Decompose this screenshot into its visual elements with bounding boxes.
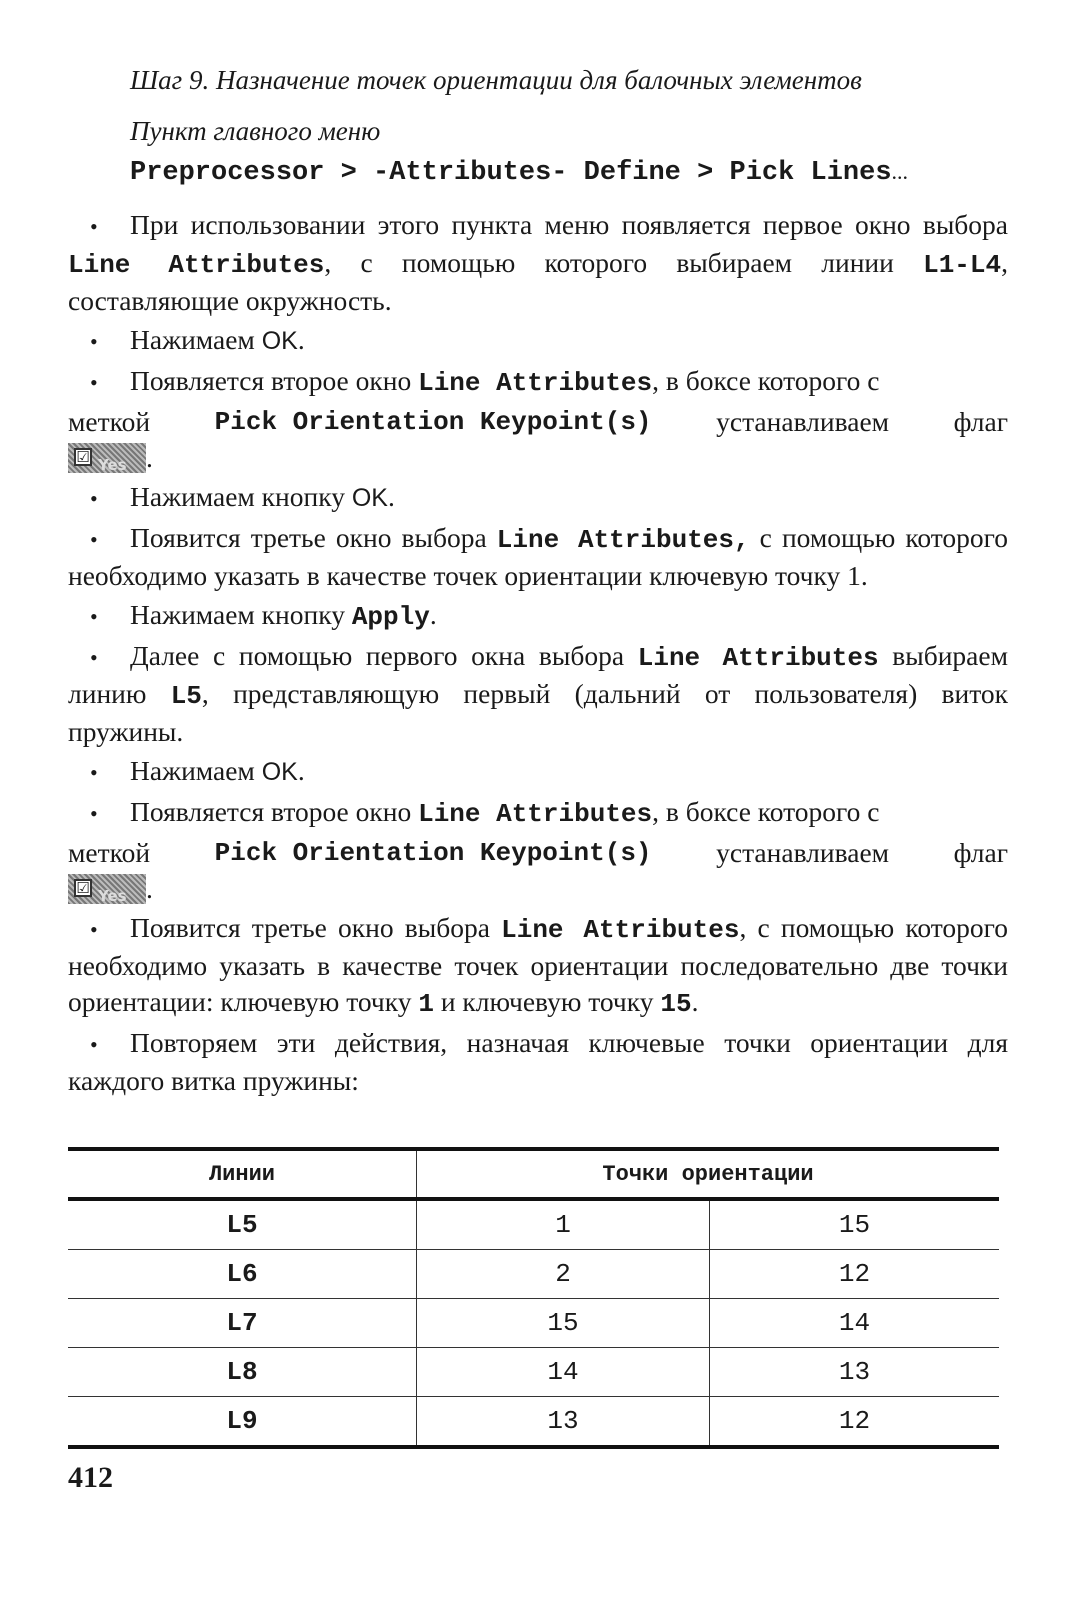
menu-caption: Пункт главного меню	[130, 116, 381, 146]
text: флаг	[953, 837, 1008, 868]
paragraph-8	[68, 753, 1008, 791]
cell-point-2: 12	[710, 1397, 1000, 1448]
ok-label: OK	[261, 758, 298, 786]
table-row	[68, 1348, 999, 1397]
paragraph-3-line3	[68, 440, 1008, 476]
text: Нажимаем кнопку	[130, 481, 352, 512]
ok-label: OK	[261, 327, 298, 355]
paragraph-11	[68, 1025, 1008, 1099]
text: с помощью которого необходимо указать в качестве точек ориентации ключевую точку 1.	[68, 522, 1008, 591]
paragraph-6	[68, 597, 1008, 635]
text: меткой	[68, 406, 151, 437]
text: .	[146, 442, 153, 473]
mono-text: Apply	[351, 602, 430, 632]
text: .	[297, 755, 305, 786]
menu-path-ellipsis: ...	[891, 159, 909, 184]
checkbox-icon: ☑	[74, 879, 92, 897]
cell-point-2: 15	[710, 1199, 1000, 1250]
paragraph-10	[68, 910, 1008, 1022]
mono-text: 15	[660, 989, 692, 1019]
paragraph-3	[68, 363, 1008, 401]
text: Появится третье окно выбора	[130, 522, 497, 553]
cell-line: L7	[68, 1299, 417, 1348]
text: .	[146, 873, 153, 904]
text: Далее с помощью первого окна выбора	[130, 640, 638, 671]
text: .	[297, 324, 305, 355]
cell-point-2: 14	[710, 1299, 1000, 1348]
document-page	[68, 48, 1008, 1102]
text: , в боксе которого с	[652, 365, 880, 396]
menu-path-text: Preprocessor > -Attributes- Define > Pick Lines	[130, 158, 892, 188]
text: и ключевую точку	[433, 986, 661, 1017]
text: Повторяем эти действия, назначая ключевые точки ориентации для каждого витка пружины:	[68, 1027, 1008, 1096]
mono-text: Pick Orientation Keypoint(s)	[214, 838, 652, 868]
step-title: Шаг 9. Назначение точек ориентации для балочных элементов	[130, 65, 862, 95]
mono-text: L5	[170, 681, 202, 711]
mono-text: Line Attributes,	[496, 525, 750, 555]
table-row	[68, 1250, 999, 1299]
mono-text: Line Attributes	[418, 799, 653, 829]
text: , с помощью которого выбираем линии	[324, 247, 924, 278]
text: Появится третье окно выбора	[130, 912, 502, 943]
cell-point-1: 2	[417, 1250, 710, 1299]
cell-point-1: 15	[417, 1299, 710, 1348]
checkbox-icon: ☑	[74, 448, 92, 466]
mono-text: Line Attributes	[418, 368, 653, 398]
text: выбираем линию	[68, 640, 1008, 709]
paragraph-2	[68, 322, 1008, 360]
paragraph-4	[68, 479, 1008, 517]
table-row	[68, 1199, 999, 1250]
text: устанавливаем	[716, 406, 890, 437]
cell-point-1: 13	[417, 1397, 710, 1448]
table-row	[68, 1299, 999, 1348]
text: , с помощью которого необходимо указать в качестве точек ориентации последовательно две точки ориентации: ключевую точку	[68, 912, 1008, 1017]
paragraph-9-line2	[68, 835, 1008, 871]
mono-text: 1	[418, 989, 434, 1019]
text: Нажимаем кнопку	[130, 599, 352, 630]
paragraph-9	[68, 794, 1008, 832]
flag-label: Yes	[98, 887, 127, 905]
text: При использовании этого пункта меню появляется первое окно выбора	[130, 209, 1008, 240]
text: , составляющие окружность.	[68, 247, 1008, 316]
text: .	[691, 986, 699, 1017]
yes-flag-icon	[68, 874, 146, 904]
cell-point-1: 1	[417, 1199, 710, 1250]
table-header-row	[68, 1149, 999, 1199]
text: .	[429, 599, 437, 630]
paragraph-3-line2	[68, 404, 1008, 440]
flag-label: Yes	[98, 456, 127, 474]
text: флаг	[953, 406, 1008, 437]
header-orientation-points: Точки ориентации	[417, 1149, 1000, 1199]
text: Появляется второе окно	[130, 365, 419, 396]
text: .	[387, 481, 395, 512]
mono-text: Line Attributes	[68, 250, 325, 280]
page-number: 412	[68, 1461, 113, 1494]
mono-text: Line Attributes	[637, 643, 879, 673]
mono-text: Pick Orientation Keypoint(s)	[214, 407, 652, 437]
text: , представляющую первый (дальний от пользователя) виток пружины.	[68, 678, 1008, 747]
orientation-table	[68, 1147, 999, 1449]
cell-point-2: 13	[710, 1348, 1000, 1397]
ok-label: OK	[351, 484, 388, 512]
text: , в боксе которого с	[652, 796, 880, 827]
cell-line: L5	[68, 1199, 417, 1250]
cell-line: L6	[68, 1250, 417, 1299]
text: Нажимаем	[130, 755, 262, 786]
paragraph-7	[68, 638, 1008, 750]
mono-text: Line Attributes	[501, 915, 740, 945]
cell-line: L8	[68, 1348, 417, 1397]
cell-point-2: 12	[710, 1250, 1000, 1299]
paragraph-9-line3	[68, 871, 1008, 907]
text: Появляется второе окно	[130, 796, 419, 827]
menu-path	[130, 152, 1008, 193]
table-row	[68, 1397, 999, 1448]
header-lines: Линии	[68, 1149, 417, 1199]
mono-text: L1-L4	[923, 250, 1002, 280]
text: устанавливаем	[716, 837, 890, 868]
text: меткой	[68, 837, 151, 868]
cell-point-1: 14	[417, 1348, 710, 1397]
instructions	[68, 207, 1008, 1099]
cell-line: L9	[68, 1397, 417, 1448]
paragraph-5	[68, 520, 1008, 594]
yes-flag-icon	[68, 443, 146, 473]
text: Нажимаем	[130, 324, 262, 355]
paragraph-1	[68, 207, 1008, 319]
